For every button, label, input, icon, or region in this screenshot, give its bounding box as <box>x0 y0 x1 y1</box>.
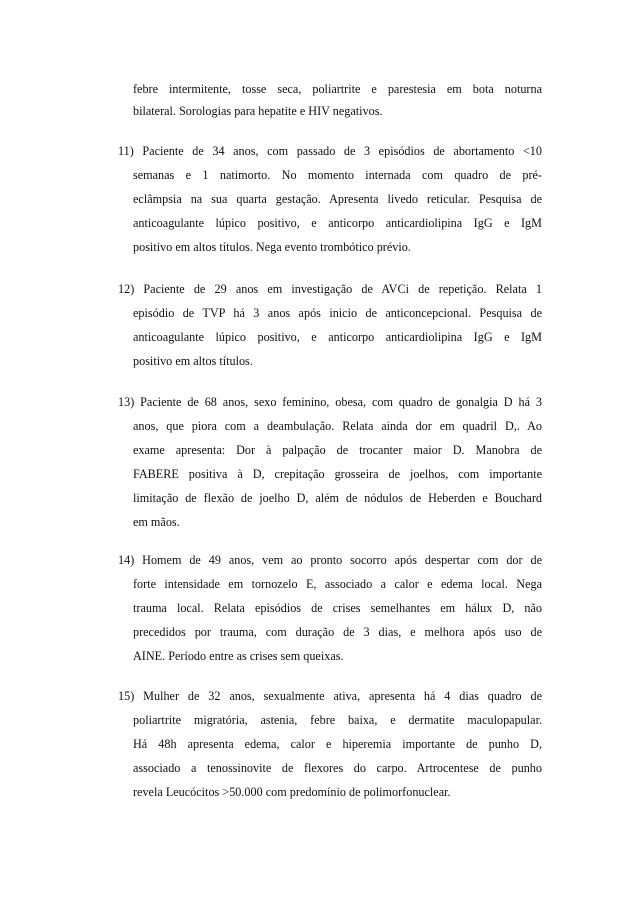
text-line: anticoagulante lúpico positivo, e anticorpo anticardiolipina IgG e IgM <box>133 330 542 344</box>
text-line: febre intermitente, tosse seca, poliartrite e parestesia em bota noturna <box>133 82 542 96</box>
text-line: positivo em altos títulos. Nega evento trombótico prévio. <box>133 240 411 254</box>
text-line: Há 48h apresenta edema, calor e hiperemia importante de punho D, <box>133 737 542 751</box>
text-line: 11) Paciente de 34 anos, com passado de 3 episódios de abortamento <10 <box>118 144 542 158</box>
text-line: revela Leucócitos >50.000 com predomínio de polimorfonuclear. <box>133 785 451 799</box>
text-line: anos, que piora com a deambulação. Relata ainda dor em quadril D,. Ao <box>133 419 542 433</box>
text-line: 12) Paciente de 29 anos em investigação de AVCi de repetição. Relata 1 <box>118 282 542 296</box>
text-line: eclâmpsia na sua quarta gestação. Apresenta livedo reticular. Pesquisa de <box>133 192 542 206</box>
text-line: FABERE positiva à D, crepitação grosseira de joelhos, com importante <box>133 467 542 481</box>
text-line: positivo em altos títulos. <box>133 354 253 368</box>
text-line: episódio de TVP há 3 anos após inicio de anticoncepcional. Pesquisa de <box>133 306 542 320</box>
text-line: limitação de flexão de joelho D, além de nódulos de Heberden e Bouchard <box>133 491 542 505</box>
text-line: 13) Paciente de 68 anos, sexo feminino, obesa, com quadro de gonalgia D há 3 <box>118 395 542 409</box>
text-line: exame apresenta: Dor à palpação de trocanter maior D. Manobra de <box>133 443 542 457</box>
text-line: trauma local. Relata episódios de crises semelhantes em hálux D, não <box>133 601 542 615</box>
text-line: poliartrite migratória, astenia, febre baixa, e dermatite maculopapular. <box>133 713 542 727</box>
text-line: 14) Homem de 49 anos, vem ao pronto socorro após despertar com dor de <box>118 553 542 567</box>
text-line: AINE. Período entre as crises sem queixas. <box>133 649 344 663</box>
text-line: em mãos. <box>133 515 180 529</box>
text-line: 15) Mulher de 32 anos, sexualmente ativa, apresenta há 4 dias quadro de <box>118 689 542 703</box>
text-line: bilateral. Sorologias para hepatite e HIV negativos. <box>133 104 383 118</box>
text-line: precedidos por trauma, com duração de 3 dias, e melhora após uso de <box>133 625 542 639</box>
text-line: semanas e 1 natimorto. No momento internada com quadro de pré- <box>133 168 542 182</box>
text-line: associado a tenossinovite de flexores do carpo. Artrocentese de punho <box>133 761 542 775</box>
text-line: anticoagulante lúpico positivo, e anticorpo anticardiolipina IgG e IgM <box>133 216 542 230</box>
text-line: forte intensidade em tornozelo E, associado a calor e edema local. Nega <box>133 577 542 591</box>
